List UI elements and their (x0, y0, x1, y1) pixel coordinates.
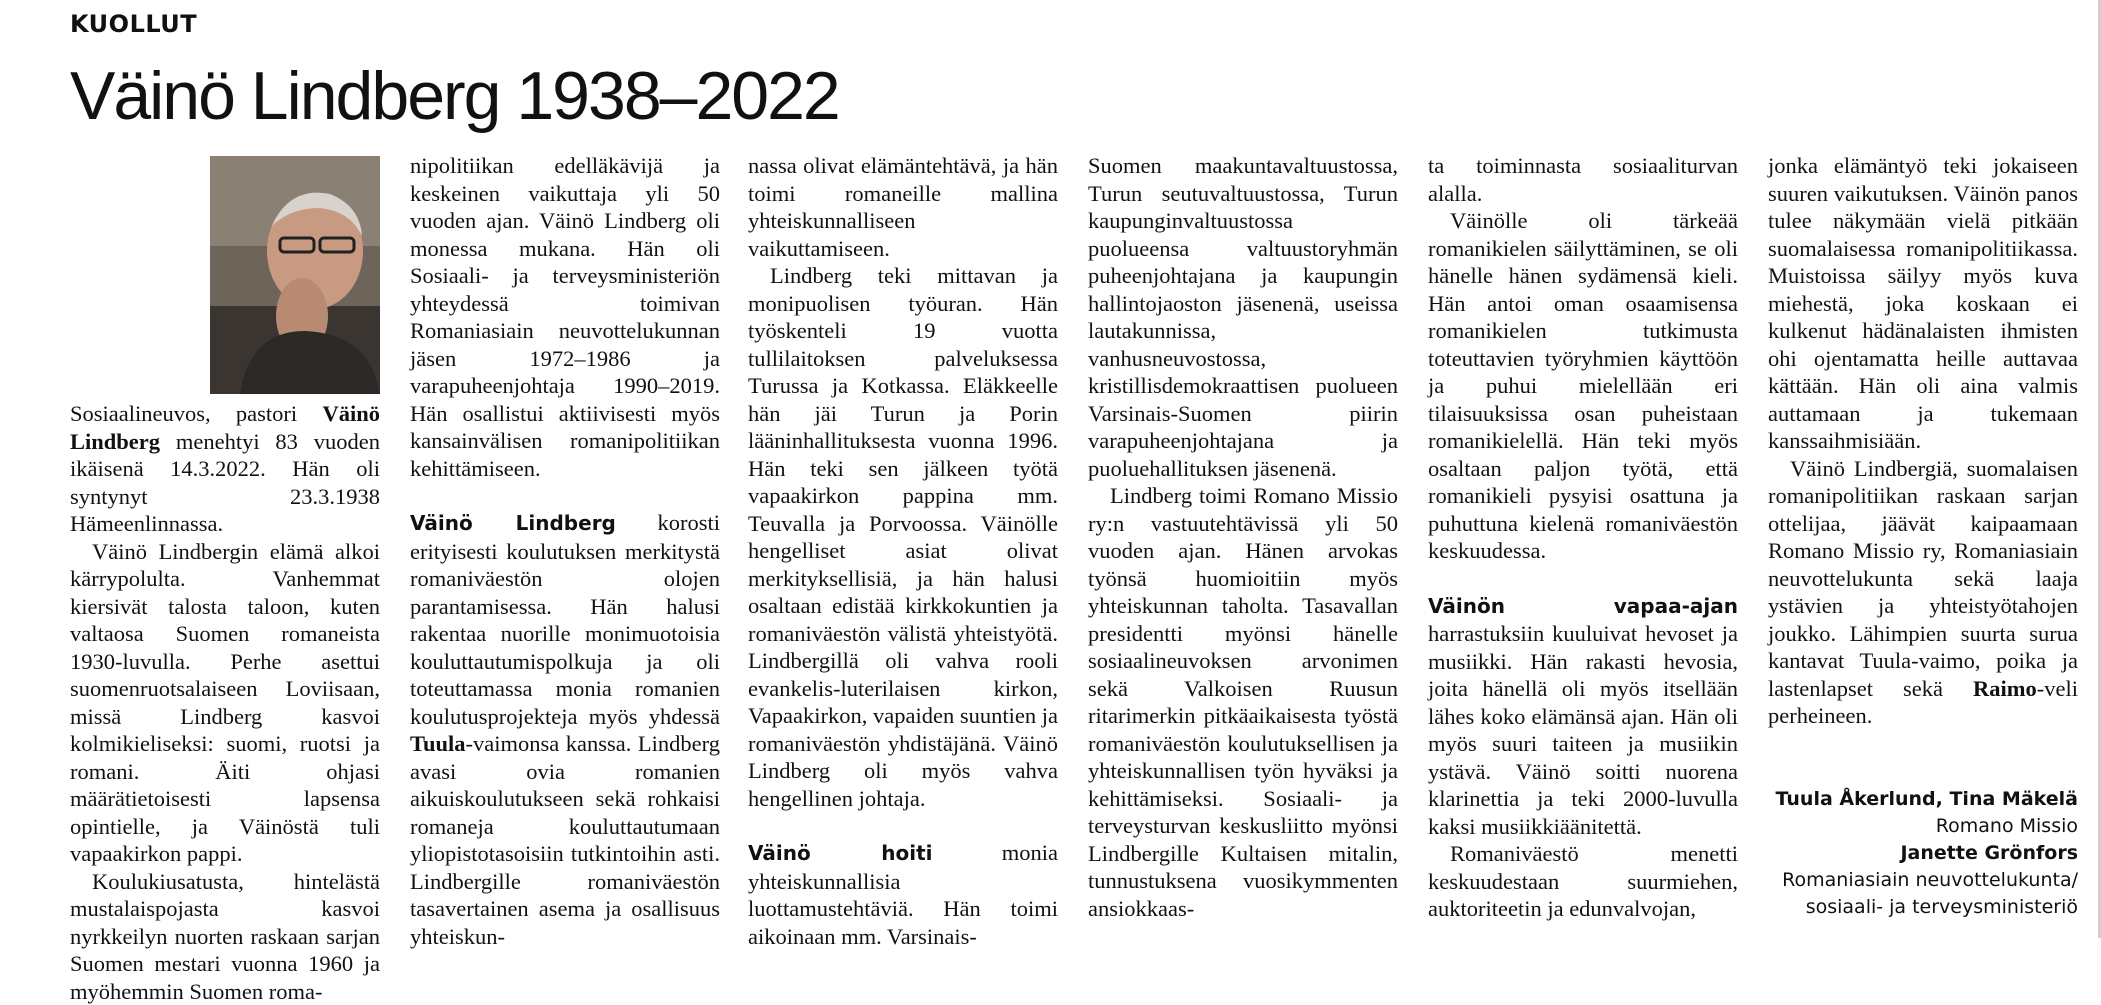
lead-in: Väinö hoiti (748, 841, 933, 865)
signature-authors: Tuula Åkerlund, Tina Mäkelä (1768, 786, 2078, 813)
paragraph: Väinölle oli tärkeää romanikielen säilyttäminen, se oli hänelle hänen sydämensä kieli. Hän antoi oman osaamisensa romanikielen tutkimusta toteuttavien työryhmien käyttöön ja puhui mielellään eri tilaisuuksissa osan puheistaan romanikielellä. Hän teki myös osaltaan paljon työtä, että romanikieli pysyisi osattuna ja puhuttuna kielenä romaniväestön keskuudessa. (1428, 207, 1738, 565)
text-run: -vaimonsa kanssa. Lindberg avasi ovia romanien aikuiskoulutukseen sekä rohkaisi romaneja kouluttautumaan yliopistotasoisiin tutkintoihin asti. Lindbergille romaniväestön tasavertainen asema ja osallisuus yhteiskun- (410, 731, 720, 949)
paragraph: ta toiminnasta sosiaaliturvan alalla. (1428, 152, 1738, 207)
paragraph: Suomen maakuntavaltuustossa, Turun seutuvaltuustossa, Turun kaupunginvaltuustossa puolueensa valtuustoryhmän puheenjohtajana ja kaupungin hallintojaoston jäsenenä, useissa lautakunnissa, vanhusneuvostossa, kristillisdemokraattisen puolueen Varsinais-Suomen piirin varapuheenjohtajana ja puoluehallituksen jäsenenä. (1088, 152, 1398, 482)
paragraph: Lindberg teki mittavan ja monipuolisen työuran. Hän työskenteli 19 vuotta tullilaitoksen palveluksessa Turussa ja Kotkassa. Eläkkeelle hän jäi Turun ja Porin lääninhallituksesta vuonna 1996. Hän teki sen jälkeen työtä vapaakirkon pappina mm. Teuvalla ja Porvoossa. Väinölle hengelliset asiat olivat merkityksellisiä, ja hän halusi osaltaan edistää kirkkokuntien ja romaniväestön välistä yhteistyötä. Lindbergillä oli vahva rooli evankelis-luterilaisen kirkon, Vapaakirkon, vapaiden suuntien ja romaniväestön yhdistäjänä. Väinö Lindberg oli myös vahva hengellinen johtaja. (748, 262, 1058, 812)
name-bold: Raimo (1973, 676, 2037, 701)
paragraph: Koulukiusatusta, hintelästä mustalaispojasta kasvoi nyrkkeilyn nuorten raskaan sarjan Suomen mestari vuonna 1960 ja myöhemmin Suomen roma- (70, 868, 380, 1005)
column-4 (1088, 152, 1398, 942)
column-1 (70, 152, 380, 942)
section-label: KUOLLUT (70, 10, 197, 38)
paragraph: jonka elämäntyö teki jokaiseen suuren vaikutuksen. Väinön panos tulee näkymään vielä pitkään suomalaisessa romanipolitiikassa. Muistoissa säilyy myös kuva miehestä, joka koskaan ei kulkenut hädänalaisten ihmisten ohi ojentamatta heille auttavaa kättään. Hän oli aina valmis auttamaan ja tukemaan kanssaihmisiään. (1768, 152, 2078, 455)
paragraph: Väinö Lindbergin elämä alkoi kärrypolulta. Vanhemmat kiersivät talosta taloon, kuten valtaosa Suomen romaneista 1930-luvulla. Perhe asettui suomenruotsalaiseen Loviisaan, missä Lindberg kasvoi kolmikieliseksi: suomi, ruotsi ja romani. Äiti ohjasi määrätietoisesti lapsensa opintielle, ja Väinöstä tuli vapaakirkon pappi. (70, 538, 380, 868)
signature-block (1768, 786, 2078, 921)
lead-in: Väinö Lindberg (410, 511, 616, 535)
paragraph: nipolitiikan edelläkävijä ja keskeinen vaikuttaja yli 50 vuoden ajan. Väinö Lindberg oli monessa mukana. Hän oli Sosiaali- ja terveysministeriön yhteydessä toimivan Romaniasiain neuvottelukunnan jäsen 1972–1986 ja varapuheenjohtaja 1990–2019. Hän osallistui aktiivisesti myös kansainvälisen romanipolitiikan kehittämiseen. (410, 152, 720, 482)
text-run: Väinö Lindbergiä, suomalaisen romanipolitiikan raskaan sarjan ottelijaa, jäävät kaipaamaan Romano Missio ry, Romaniasiain neuvottelukunta sekä laaja ystävien ja yhteistyötahojen joukko. Lähimpien suurta surua kantavat Tuula-vaimo, poika ja lastenlapset sekä (1768, 456, 2078, 701)
text-run: harrastuksiin kuuluivat hevoset ja musiikki. Hän rakasti hevosia, joita hänellä oli myös itsellään lähes koko elämänsä ajan. Hän oli myös suuri taiteen ja musiikin ystävä. Väinö soitti nuorena klarinettia ja teki 2000-luvulla kaksi musiikkiäänitettä. (1428, 621, 1738, 839)
text-run: monia yhteiskunnallisia luottamustehtäviä. Hän toimi aikoinaan mm. Varsinais- (748, 840, 1058, 949)
paragraph: Romaniväestö menetti keskuudestaan suurmiehen, auktoriteetin ja edunvalvojan, (1428, 840, 1738, 923)
paragraph: Lindberg toimi Romano Missio ry:n vastuutehtävissä yli 50 vuoden ajan. Hänen arvokas työnsä huomioitiin myös yhteiskunnan taholta. Tasavallan presidentti myönsi hänelle sosiaalineuvoksen arvonimen sekä Valkoisen Ruusun ritarimerkin pitkäaikaisesta työstä romaniväestön koulutuksellisen ja yhteiskunnallisen työn hyväksi ja kehittämiseksi. Sosiaali- ja terveysturvan keskusliitto myönsi Lindbergille Kultaisen mitalin, tunnustuksena vuosikymmenten ansiokkaas- (1088, 482, 1398, 922)
lead-in: Väinön vapaa-ajan (1428, 594, 1738, 618)
text-run: menehtyi 83 vuoden ikäisenä 14.3.2022. Hän oli syntynyt 23.3.1938 Hämeenlinnassa. (70, 429, 380, 537)
column-3 (748, 152, 1058, 942)
portrait-photo (210, 156, 380, 394)
signature-org: sosiaali- ja terveysministeriö (1768, 894, 2078, 921)
text-run: Sosiaalineuvos, pastori (70, 401, 322, 426)
paragraph: nassa olivat elämäntehtävä, ja hän toimi romaneille mallina yhteiskunnalliseen vaikuttamiseen. (748, 152, 1058, 262)
signature-org: Romaniasiain neuvottelukunta/ (1768, 867, 2078, 894)
headline: Väinö Lindberg 1938–2022 (70, 56, 839, 136)
name-bold: Väinö Lindberg (70, 401, 380, 454)
signature-author: Janette Grönfors (1768, 840, 2078, 867)
column-2 (410, 152, 720, 942)
column-6 (1768, 152, 2078, 942)
signature-org: Romano Missio (1768, 813, 2078, 840)
text-run: korosti erityisesti koulutuksen merkitystä romaniväestön olojen parantamisessa. Hän halusi rakentaa nuorille monimuotoisia kouluttautumispolkuja ja oli toteuttamassa monia romanien koulutusprojekteja myös yhdessä (410, 510, 720, 729)
column-5 (1428, 152, 1738, 942)
name-bold: Tuula (410, 731, 465, 756)
text-run: -veli perheineen. (1768, 676, 2078, 729)
